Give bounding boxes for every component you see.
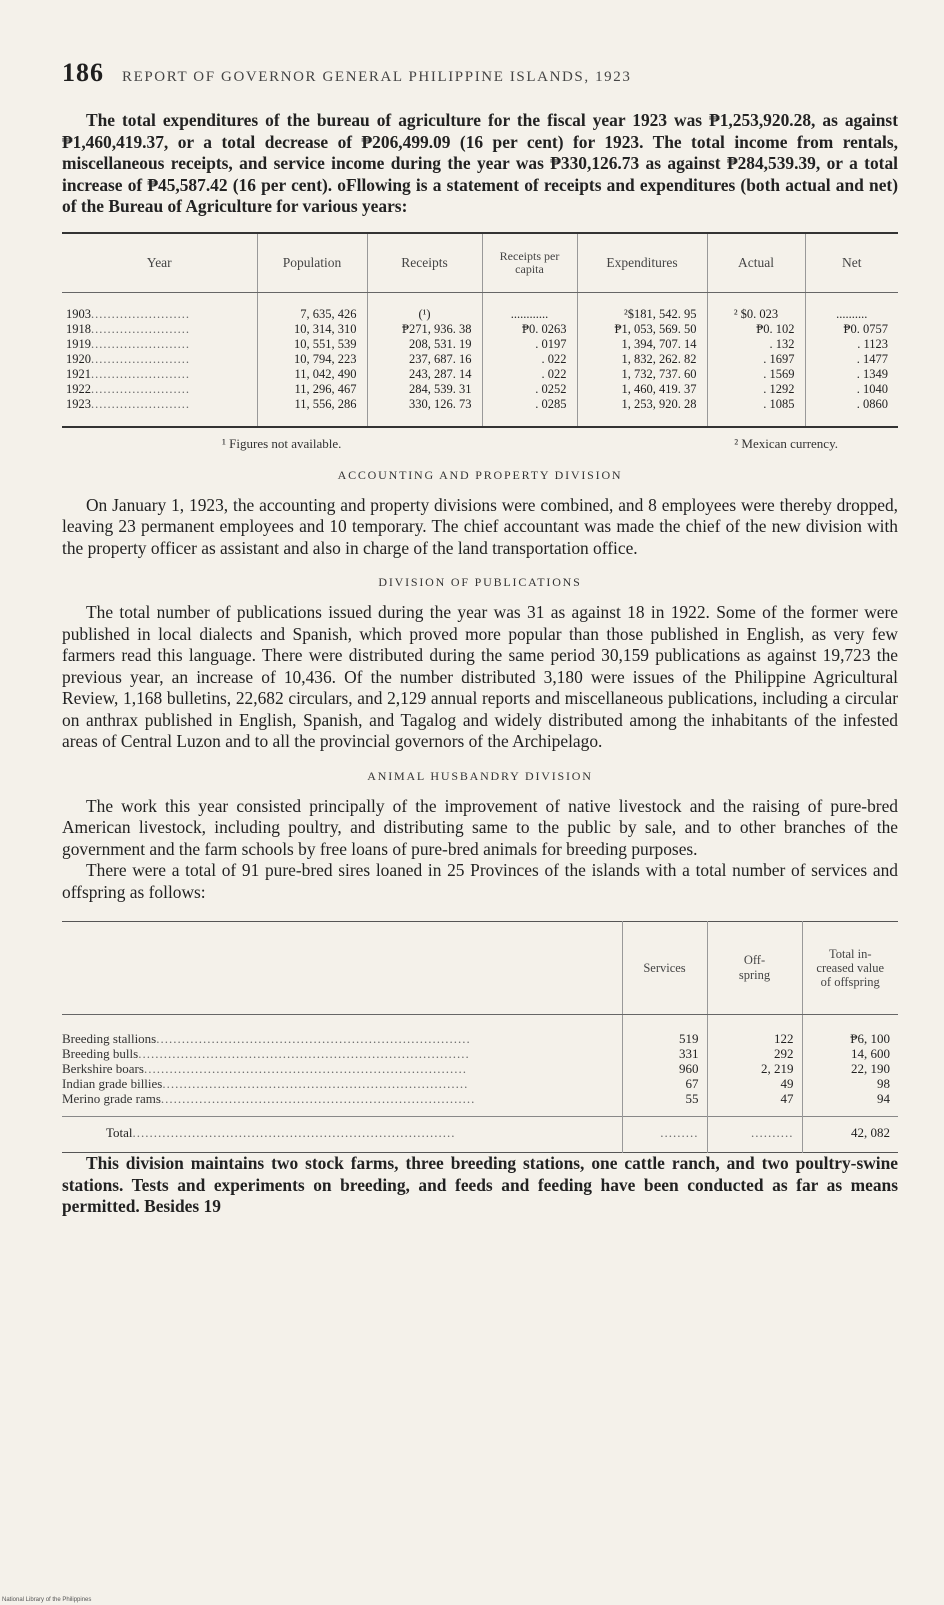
cell-year: 1903 — [66, 306, 91, 321]
finance-table-header — [62, 233, 898, 293]
cell: 208, 531. 19 — [367, 337, 482, 352]
cell: 10, 551, 539 — [257, 337, 367, 352]
cell-year: 1921 — [66, 366, 91, 381]
accounting-paragraph: On January 1, 1923, the accounting and property divisions were combined, and 8 employees were thereby dropped, leaving 23 permanent employees and 10 temporary. The chief accountant was made the chief of the new division with the property officer as assistant and also in charge of the land transportation office. — [62, 494, 898, 558]
cell: 22, 190 — [802, 1061, 898, 1076]
cell: (¹) — [367, 292, 482, 322]
cell: 1, 394, 707. 14 — [577, 337, 707, 352]
services-table-header — [62, 922, 898, 1015]
col-blank — [62, 922, 622, 1015]
cell: 11, 042, 490 — [257, 367, 367, 382]
cell-year: 1919 — [66, 336, 91, 351]
intro-paragraph: The total expenditures of the bureau of agriculture for the fiscal year 1923 was ₱1,253,920.28, as against ₱1,460,419.37, or a total decrease of ₱206,499.09 (16 per cent) for 1923. The total income from rentals, miscellaneous receipts, and service income during the year was ₱330,126.73 as against ₱284,539.39, or a total increase of ₱45,587.42 (16 per cent). oFllowing is a statement of receipts and expenditures (both actual and net) of the Bureau of Agriculture for various years: — [62, 110, 898, 216]
cell: ₱0. 0757 — [805, 322, 898, 337]
cell: . 1697 — [707, 352, 805, 367]
cell: ² $0. 023 — [707, 292, 805, 322]
total-value: 42, 082 — [802, 1117, 898, 1153]
row-label: Indian grade billies — [62, 1076, 163, 1091]
cell: 330, 126. 73 — [367, 397, 482, 427]
cell-year: 1923 — [66, 396, 91, 411]
cell: . 0252 — [482, 382, 577, 397]
table-row: Breeding bulls.............................................................................. 331 292 14, 600 — [62, 1046, 898, 1061]
cell: 2, 219 — [707, 1061, 802, 1076]
row-label: Breeding stallions — [62, 1031, 157, 1046]
document-page — [62, 58, 898, 1218]
cell: . 1349 — [805, 367, 898, 382]
table-row: 1918........................ 10, 314, 310 ₱271, 936. 38 ₱0. 0263 ₱1, 053, 569. 50 ₱0. 102 ₱0. 0757 — [62, 322, 898, 337]
footnote-1: ¹ Figures not available. — [222, 435, 342, 451]
table-row: Breeding stallions.......................................................................... 519 122 ₱6, 100 — [62, 1015, 898, 1047]
cell: . 0197 — [482, 337, 577, 352]
cell: 519 — [622, 1015, 707, 1047]
table-row: 1922........................ 11, 296, 467 284, 539. 31 . 0252 1, 460, 419. 37 . 1292 . 1040 — [62, 382, 898, 397]
cell: ₱271, 936. 38 — [367, 322, 482, 337]
table-row: Indian grade billies........................................................................ 67 49 98 — [62, 1076, 898, 1091]
row-label: Breeding bulls — [62, 1046, 139, 1061]
table-row: 1903........................ 7, 635, 426 (¹) ............ ²$181, 542. 95 ² $0. 023 .......... — [62, 292, 898, 322]
cell: 10, 794, 223 — [257, 352, 367, 367]
footnotes — [222, 436, 838, 452]
cell: . 0285 — [482, 397, 577, 427]
table-row: 1923........................ 11, 556, 286 330, 126. 73 . 0285 1, 253, 920. 28 . 1085 . 0860 — [62, 397, 898, 427]
cell: 47 — [707, 1091, 802, 1117]
cell: ₱0. 102 — [707, 322, 805, 337]
cell: . 132 — [707, 337, 805, 352]
cell-year: 1918 — [66, 321, 91, 336]
cell: ₱0. 0263 — [482, 322, 577, 337]
table-row: 1919........................ 10, 551, 539 208, 531. 19 . 0197 1, 394, 707. 14 . 132 . 1123 — [62, 337, 898, 352]
publications-paragraph: The total number of publications issued during the year was 31 as against 18 in 1922. Some of the former were published in local dialects and Spanish, which proved more popular than those published in English, as very few farmers read this language. There were distributed during the same period 30,159 publications as against 19,723 the previous year, an increase of 10,436. Of the number distributed 3,180 were issues of the Philippine Agricultural Review, 1,168 bulletins, 22,682 circulars, and 2,129 annual reports and miscellaneous publications, including a circular on anthrax published in English, Spanish, and Tagalog and widely distributed among the inhabitants of the infested areas of Central Luzon and to all the provincial governors of the Archipelago. — [62, 602, 898, 751]
cell: 67 — [622, 1076, 707, 1091]
cell: 55 — [622, 1091, 707, 1117]
cell: 237, 687. 16 — [367, 352, 482, 367]
cell: 7, 635, 426 — [257, 292, 367, 322]
table-row: Berkshire boars............................................................................ 960 2, 219 22, 190 — [62, 1061, 898, 1076]
row-label: Merino grade rams — [62, 1091, 161, 1106]
cell: 122 — [707, 1015, 802, 1047]
footnote-2: ² Mexican currency. — [734, 435, 838, 451]
cell-year: 1920 — [66, 351, 91, 366]
cell: 1, 732, 737. 60 — [577, 367, 707, 382]
animal-paragraph-2: There were a total of 91 pure-bred sires loaned in 25 Provinces of the islands with a total number of services and offspring as follows: — [62, 860, 898, 902]
cell: . 0860 — [805, 397, 898, 427]
col-net: Net — [805, 233, 898, 293]
section-heading-publications: DIVISION OF PUBLICATIONS — [378, 575, 582, 589]
cell: 10, 314, 310 — [257, 322, 367, 337]
col-offspring: Off-spring — [707, 922, 802, 1015]
row-label: Berkshire boars — [62, 1061, 144, 1076]
cell: . 022 — [482, 367, 577, 382]
col-total-increased-value: Total in-creased value of offspring — [802, 922, 898, 1015]
page-header — [62, 58, 898, 88]
cell: . 1569 — [707, 367, 805, 382]
services-table — [62, 921, 898, 1153]
cell: 1, 253, 920. 28 — [577, 397, 707, 427]
closing-paragraph: This division maintains two stock farms, three breeding stations, one cattle ranch, and two poultry-swine stations. Tests and experiments on breeding, and feeds and feeding have been conducted as far as means permitted. Besides 19 — [62, 1153, 898, 1216]
cell: 292 — [707, 1046, 802, 1061]
table-row: 1921........................ 11, 042, 490 243, 287. 14 . 022 1, 732, 737. 60 . 1569 . 1349 — [62, 367, 898, 382]
running-title: REPORT OF GOVERNOR GENERAL PHILIPPINE ISLANDS, 1923 — [122, 69, 632, 85]
cell: 14, 600 — [802, 1046, 898, 1061]
cell: 331 — [622, 1046, 707, 1061]
cell: ₱1, 053, 569. 50 — [577, 322, 707, 337]
cell: . 1477 — [805, 352, 898, 367]
cell: 98 — [802, 1076, 898, 1091]
table-row: Merino grade rams.......................................................................... 55 47 94 — [62, 1091, 898, 1117]
cell: .......... — [805, 292, 898, 322]
col-services: Services — [622, 922, 707, 1015]
finance-table — [62, 232, 898, 428]
cell: . 022 — [482, 352, 577, 367]
cell: 243, 287. 14 — [367, 367, 482, 382]
col-receipts-per-capita: Receipts per capita — [482, 233, 577, 293]
page-number: 186 — [62, 58, 104, 87]
total-row: Total............................................................................ ......... .......... 42, 082 — [62, 1117, 898, 1153]
cell: 49 — [707, 1076, 802, 1091]
cell: ............ — [482, 292, 577, 322]
cell: 11, 556, 286 — [257, 397, 367, 427]
cell: 1, 832, 262. 82 — [577, 352, 707, 367]
cell: . 1292 — [707, 382, 805, 397]
animal-paragraph-1: The work this year consisted principally of the improvement of native livestock and the raising of pure-bred American livestock, including poultry, and distributing same to the public by sale, and to other branches of the government and the farm schools by free loans of pure-bred animals for breeding purposes. — [62, 795, 898, 859]
cell: . 1040 — [805, 382, 898, 397]
cell: ₱6, 100 — [802, 1015, 898, 1047]
col-receipts: Receipts — [367, 233, 482, 293]
cell: 94 — [802, 1091, 898, 1117]
col-year: Year — [62, 233, 257, 293]
cell: 960 — [622, 1061, 707, 1076]
total-label: Total — [106, 1125, 133, 1140]
cell: 284, 539. 31 — [367, 382, 482, 397]
cell: . 1123 — [805, 337, 898, 352]
library-imprint: National Library of the Philippines — [2, 1597, 92, 1603]
section-heading-accounting: ACCOUNTING AND PROPERTY DIVISION — [337, 467, 623, 482]
cell: 1, 460, 419. 37 — [577, 382, 707, 397]
table-row: 1920........................ 10, 794, 223 237, 687. 16 . 022 1, 832, 262. 82 . 1697 . 1477 — [62, 352, 898, 367]
cell-empty: .......... — [707, 1117, 802, 1153]
col-population: Population — [257, 233, 367, 293]
cell: ²$181, 542. 95 — [577, 292, 707, 322]
section-heading-animal-husbandry: ANIMAL HUSBANDRY DIVISION — [367, 768, 593, 783]
cell-year: 1922 — [66, 381, 91, 396]
col-actual: Actual — [707, 233, 805, 293]
cell: . 1085 — [707, 397, 805, 427]
cell-empty: ......... — [622, 1117, 707, 1153]
col-expenditures: Expenditures — [577, 233, 707, 293]
cell: 11, 296, 467 — [257, 382, 367, 397]
